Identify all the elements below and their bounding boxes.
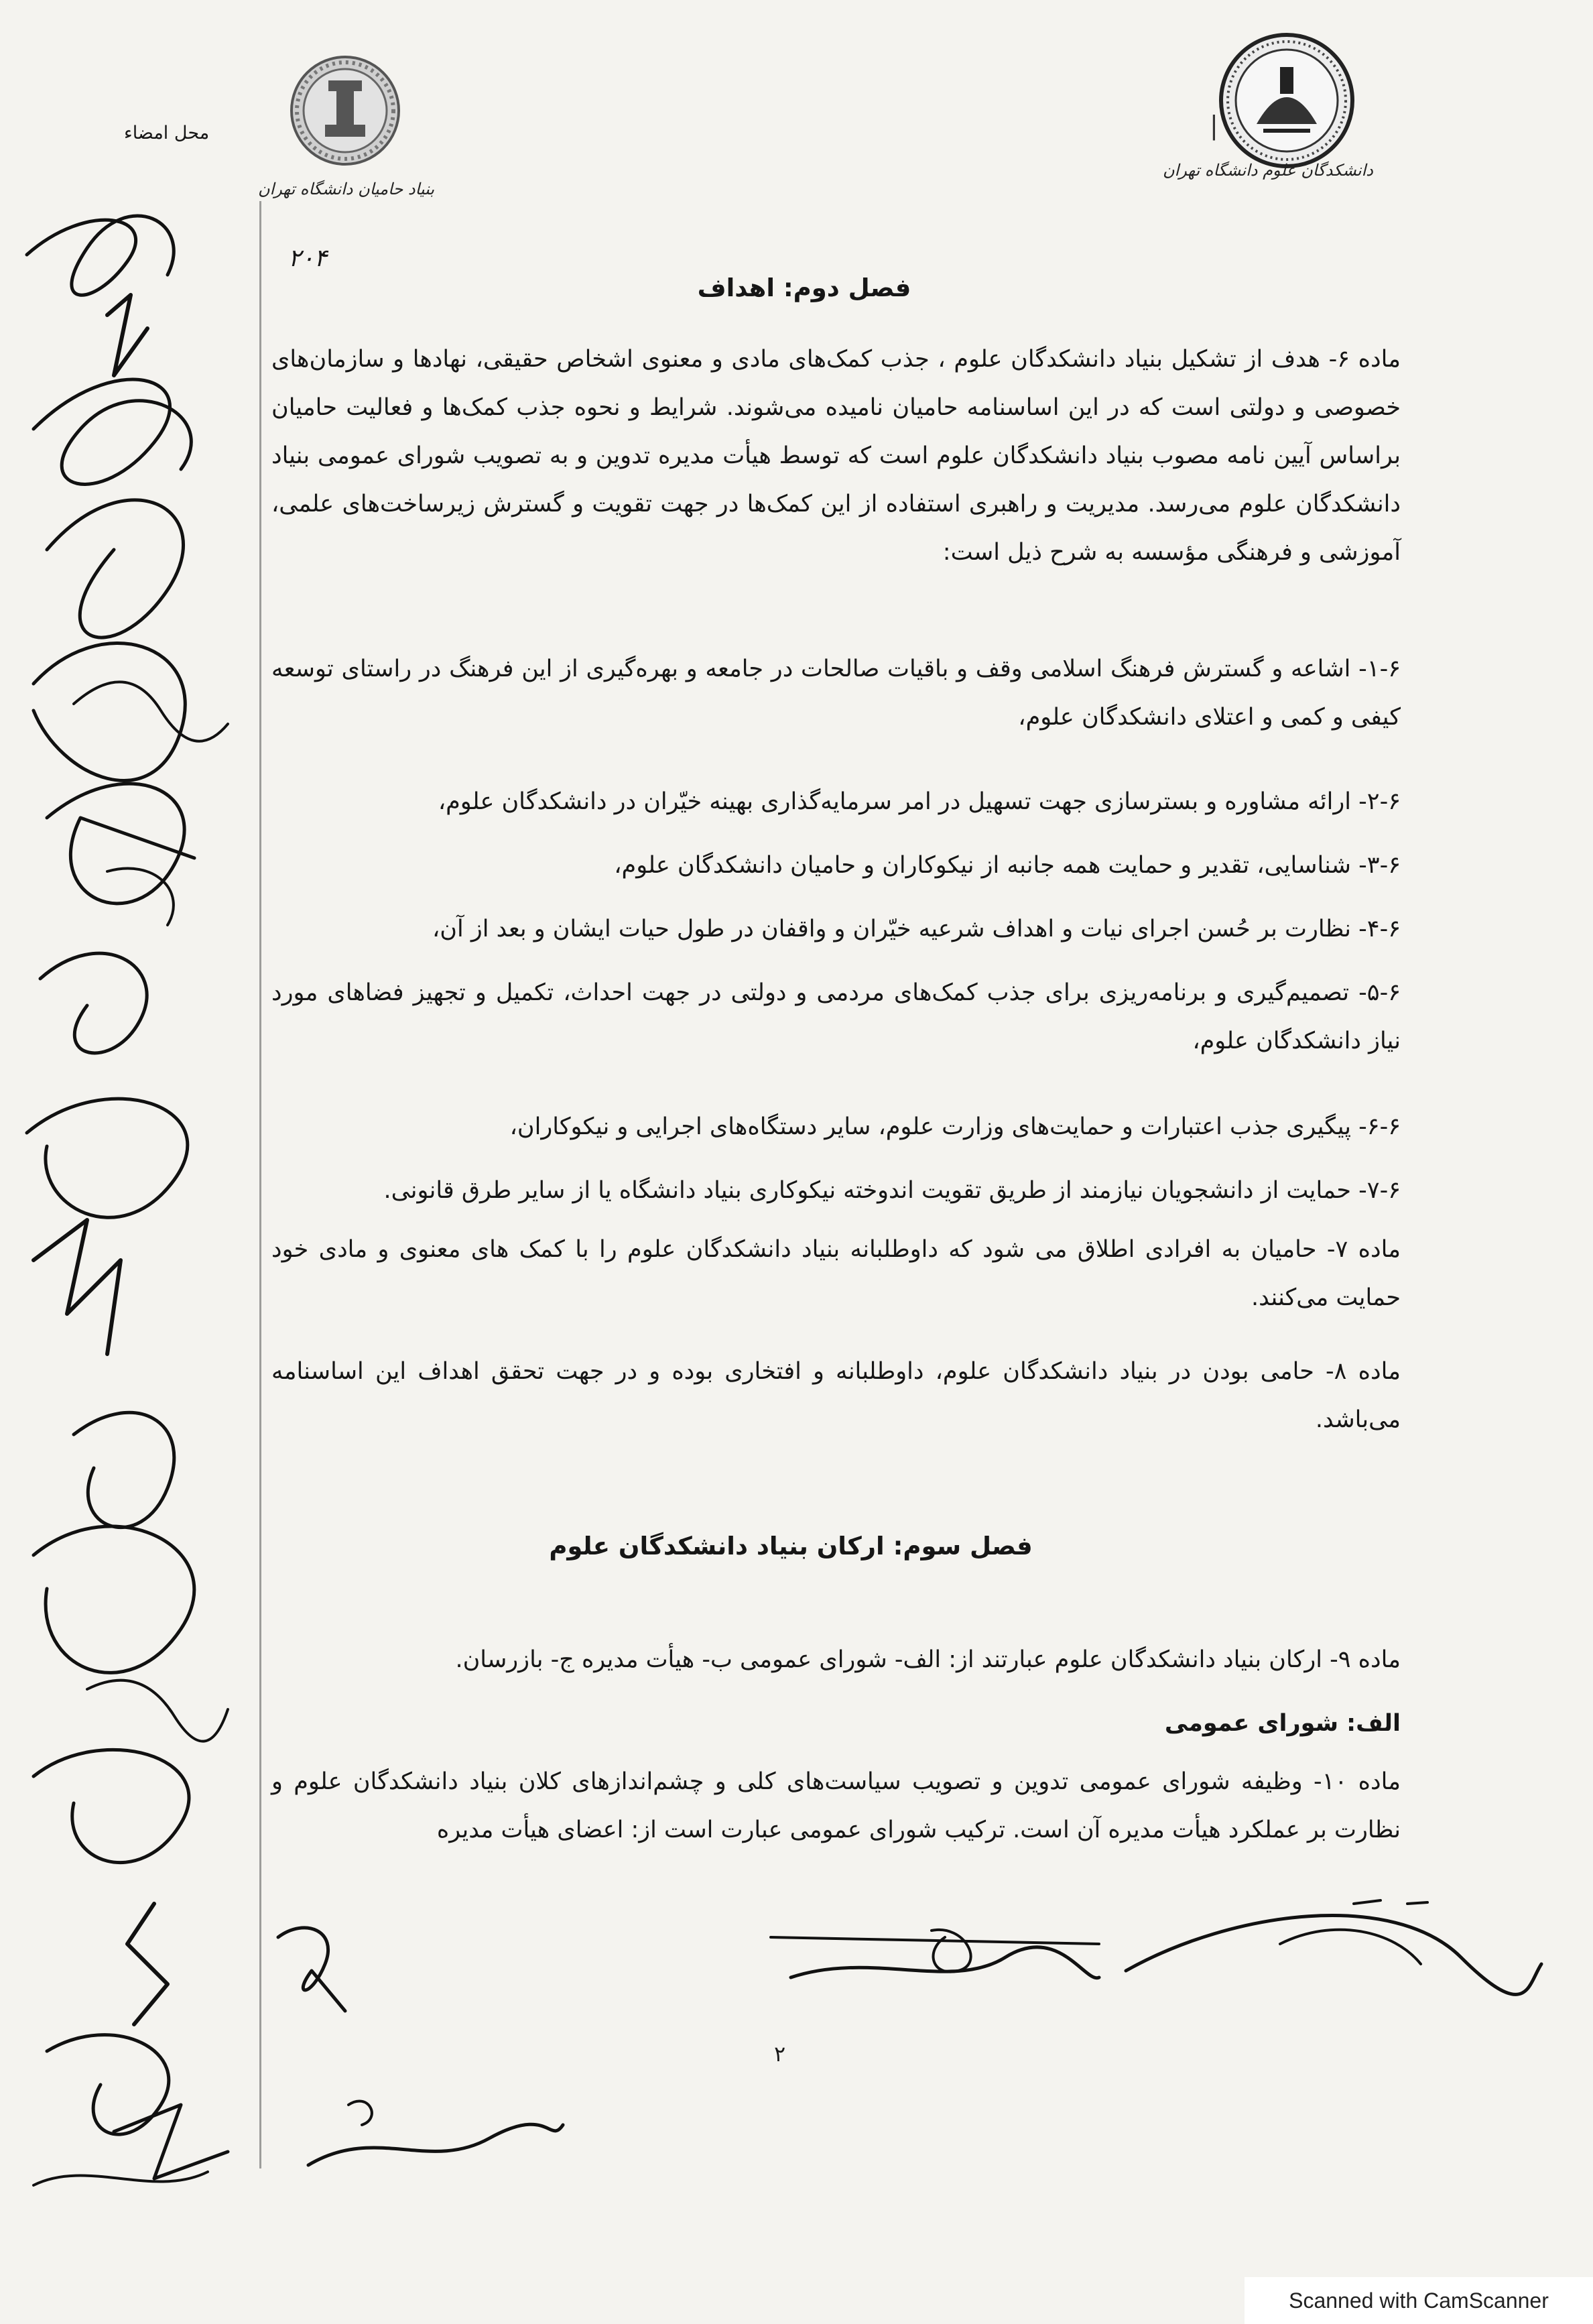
margin-signatures	[7, 174, 261, 2252]
chapter-three-title: فصل سوم: ارکان بنیاد دانشکدگان علوم	[549, 1532, 1033, 1561]
article-8: ماده ۸- حامی بودن در بنیاد دانشکدگان علوم، داوطلبانه و افتخاری بوده و در جهت تحقق اهداف این اساسنامه می‌باشد.	[271, 1358, 1401, 1433]
signature-place-label: محل امضاء	[124, 123, 210, 143]
article-6-intro: ماده ۶- هدف از تشکیل بنیاد دانشکدگان علوم ، جذب کمک‌های مادی و معنوی اشخاص حقیقی، نهادها و سازمان‌های خصوصی و دولتی است که در این اساسنامه حامیان نامیده می‌شوند. شرایط و نحوه جذب کمک‌ها و فعالیت حامیان براساس آیین نامه مصوب بنیاد دانشکدگان علوم است که توسط هیأت مدیره تدوین و به تصویب شورای عمومی بنیاد دانشکدگان علوم می‌رسد. مدیریت و راهبری استفاده از این کمک‌ها در جهت تقویت و گسترش زیرساخت‌های علمی، آموزشی و فرهنگی مؤسسه به شرح ذیل است:	[271, 346, 1401, 566]
article-7: ماده ۷- حامیان به افرادی اطلاق می شود که داوطلبانه بنیاد دانشکدگان علوم را با کمک های معنوی و مادی خود حمایت می‌کنند.	[271, 1236, 1401, 1311]
handwritten-number: ۲۰۴	[288, 245, 328, 272]
bottom-right-signature	[1112, 1884, 1555, 1998]
article-6-item-6: ۶-۶- پیگیری جذب اعتبارات و حمایت‌های وزارت علوم، سایر دستگاه‌های اجرایی و نیکوکاران،	[509, 1113, 1401, 1140]
article-6-item-7: ۷-۶- حمایت از دانشجویان نیازمند از طریق تقویت اندوخته نیکوکاری بنیاد دانشگاه یا از سایر طرق قانونی.	[383, 1177, 1401, 1204]
university-seal-logo	[1216, 30, 1357, 174]
article-9: ماده ۹- ارکان بنیاد دانشکدگان علوم عبارتند از: الف- شورای عمومی ب- هیأت مدیره ج- بازرسان.	[455, 1646, 1401, 1673]
chapter-two-title: فصل دوم: اهداف	[697, 273, 911, 302]
foundation-logo-caption: بنیاد حامیان دانشگاه تهران	[258, 180, 435, 198]
foundation-seal-logo	[288, 54, 402, 168]
article-6-item-3: ۳-۶- شناسایی، تقدیر و حمایت همه جانبه از نیکوکاران و حامیان دانشکدگان علوم،	[614, 852, 1401, 879]
article-6-item-5: ۵-۶- تصمیم‌گیری و برنامه‌ریزی برای جذب کمک‌های مردمی و دولتی در جهت احداث، تکمیل و تجهیز فضاهای مورد نیاز دانشکدگان علوم،	[271, 979, 1401, 1054]
scanner-watermark: Scanned with CamScanner	[1245, 2277, 1593, 2324]
bottom-middle-signature	[764, 1910, 1112, 2011]
article-6-item-2: ۲-۶- ارائه مشاوره و بسترسازی جهت تسهیل در امر سرمایه‌گذاری بهینه خیّران در دانشکدگان علوم،	[438, 788, 1401, 815]
article-6-item-1: ۱-۶- اشاعه و گسترش فرهنگ اسلامی وقف و باقیات صالحات در جامعه و بهره‌گیری از این فرهنگ در راستای توسعه کیفی و کمی و اعتلای دانشکدگان علوم،	[271, 656, 1401, 731]
margin-signature-small	[265, 1910, 365, 2024]
page-number: ۲	[774, 2041, 786, 2067]
article-6-item-4: ۴-۶- نظارت بر حُسن اجرای نیات و اهداف شرعیه خیّران و واقفان در طول حیات ایشان و بعد از آن،	[432, 916, 1401, 942]
bottom-left-signature	[295, 2065, 576, 2199]
university-logo-caption: دانشکدگان علوم دانشگاه تهران	[1163, 161, 1373, 180]
corner-mark: |	[1210, 111, 1218, 140]
section-a-heading: الف: شورای عمومی	[1164, 1710, 1401, 1737]
article-10: ماده ۱۰- وظیفه شورای عمومی تدوین و تصویب سیاست‌های کلی و چشم‌اندازهای کلان بنیاد دانشکدگان علوم و نظارت بر عملکرد هیأت مدیره آن است. ترکیب شورای عمومی عبارت است از: اعضای هیأت مدیره	[271, 1768, 1401, 1843]
